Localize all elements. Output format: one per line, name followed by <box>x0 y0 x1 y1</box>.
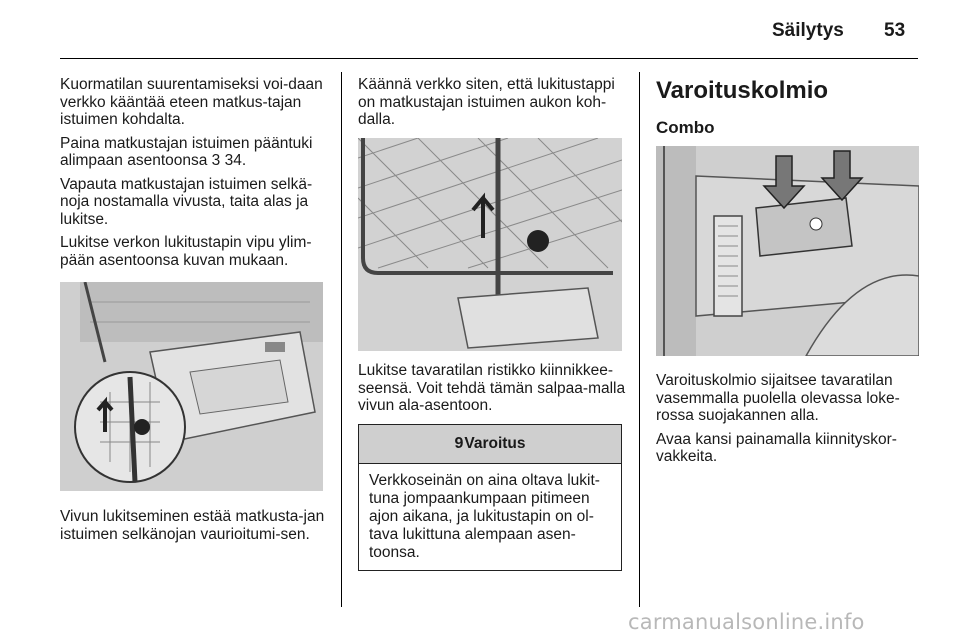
section-title: Säilytys <box>772 20 844 41</box>
paragraph: Avaa kansi painamalla kiinnityskor-vakkeita. <box>656 430 897 465</box>
page-ref-icon: 3 <box>211 152 221 169</box>
warning-title: Varoitus <box>464 435 526 452</box>
caption: Vivun lukitseminen estää matkusta-jan istuimen selkänojan vaurioitumi-sen. <box>60 508 325 543</box>
paragraph: Kuormatilan suurentamiseksi voi-daan verkko kääntää eteen matkus-tajan istuimen kohdalta. <box>60 76 323 128</box>
paragraph: Varoituskolmio sijaitsee tavaratilan vasemmalla puolella olevassa loke-rossa suojakannen alla. <box>656 372 900 424</box>
column-2-intro <box>358 76 626 135</box>
subsection-heading: Combo <box>656 118 715 137</box>
paragraph: Lukitse verkon lukitustapin vipu ylim-pään asentoonsa kuvan mukaan. <box>60 234 312 269</box>
paragraph-with-ref <box>60 135 328 170</box>
column-divider-1 <box>341 72 342 607</box>
column-1-text <box>60 76 328 275</box>
warning-icon: 9 <box>454 435 464 452</box>
column-1-caption <box>60 508 328 549</box>
warning-box <box>358 424 622 571</box>
column-2-caption <box>358 362 626 421</box>
paragraph: Käännä verkko siten, että lukitustappi on matkustajan istuimen aukon koh-dalla. <box>358 76 615 128</box>
watermark: carmanualsonline.info <box>628 610 865 634</box>
column-3-text <box>656 372 924 472</box>
seat-lever-illustration <box>60 282 323 491</box>
caption: Lukitse tavaratilan ristikko kiinnikkee-seensä. Voit tehdä tämän salpaa-malla vivun ala-asentoon. <box>358 362 626 414</box>
warning-triangle-storage-illustration <box>656 146 919 356</box>
page-ref: 34. <box>224 152 247 169</box>
paragraph-text: Paina matkustajan istuimen pääntuki alimpaan asentoonsa <box>60 134 313 169</box>
section-heading: Varoituskolmio <box>656 77 829 104</box>
page-number: 53 <box>884 20 906 41</box>
warning-text: Verkkoseinän on aina oltava lukit-tuna jompaankumpaan pitimeen ajon aikana, ja lukitustapin on ol-tava lukittuna alempaan asen-toonsa. <box>369 472 600 561</box>
header-rule <box>60 58 918 59</box>
warning-header <box>359 425 621 464</box>
paragraph: Vapauta matkustajan istuimen selkä-noja nostamalla vivusta, taita alas ja lukitse. <box>60 175 313 228</box>
net-lock-illustration <box>358 138 622 351</box>
column-divider-2 <box>639 72 640 607</box>
